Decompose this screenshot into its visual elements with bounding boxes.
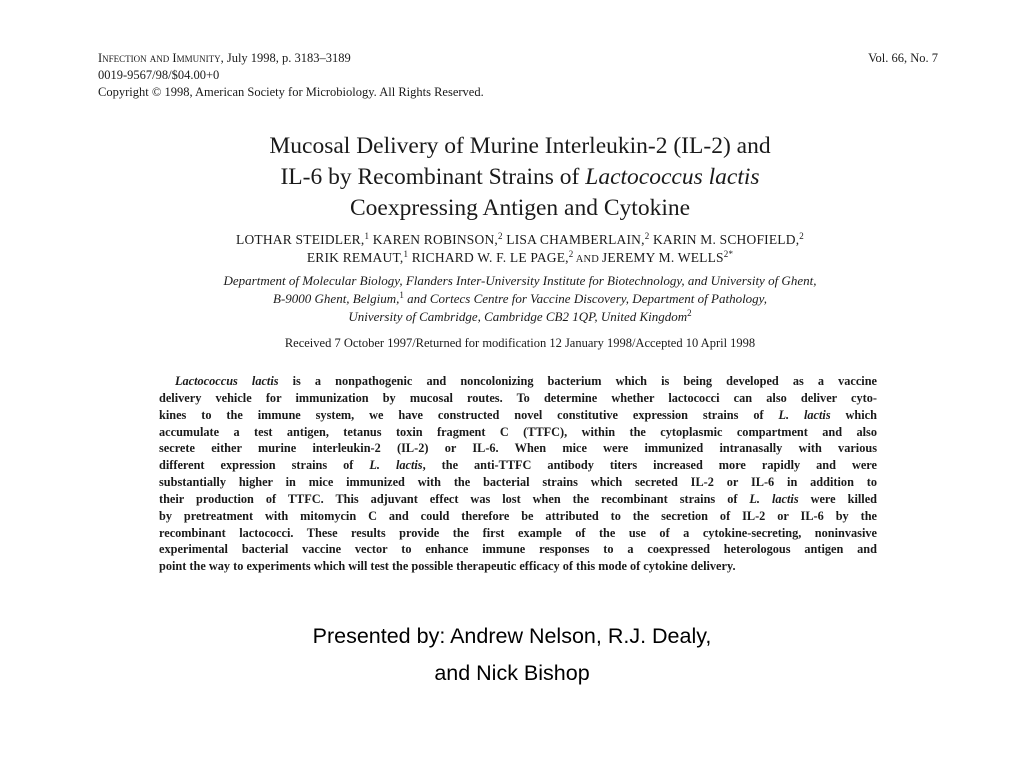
journal-header — [98, 50, 938, 101]
author-name: RICHARD W. F. LE PAGE, — [408, 250, 569, 265]
affiliation-line-3 — [140, 308, 900, 326]
author-list — [120, 231, 920, 269]
affiliation-line-1: Department of Molecular Biology, Flanders Inter-University Institute for Biotechnology, and University of Ghent, — [223, 273, 817, 288]
affiliation-mark: 2 — [687, 308, 692, 318]
abstract-line — [159, 373, 877, 390]
affiliation-text: University of Cambridge, Cambridge CB2 1QP, United Kingdom — [348, 309, 688, 324]
paper-title-line-1: Mucosal Delivery of Murine Interleukin-2 (IL-2) and — [269, 133, 771, 159]
journal-volume: Vol. 66, No. 7 — [868, 51, 938, 65]
author-line-2 — [120, 249, 920, 269]
abstract-text: were killed — [798, 491, 877, 506]
abstract — [159, 373, 877, 575]
affiliation-text: and Cortecs Centre for Vaccine Discovery, Department of Pathology, — [403, 291, 767, 306]
author-affiliation-mark: 2 — [644, 231, 650, 241]
presenters-line-2: and Nick Bishop — [434, 661, 590, 685]
abstract-text: kines to the immune system, we have constructed novel constitutive expression strains of — [159, 407, 779, 422]
affiliation-mark: 1 — [399, 290, 404, 300]
abstract-line: experimental bacterial vaccine vector to enhance immune responses to a coexpressed heterologous antigen and — [159, 542, 877, 557]
abstract-line: secrete either murine interleukin-2 (IL-2) or IL-6. When mice were immunized intranasally with various — [159, 441, 877, 456]
abstract-text: , the anti-TTFC antibody titers increased more rapidly and were — [422, 458, 877, 473]
author-line-1 — [120, 231, 920, 249]
affiliation-line-2 — [140, 290, 900, 308]
journal-copyright: Copyright © 1998, American Society for Microbiology. All Rights Reserved. — [98, 85, 484, 99]
abstract-line — [159, 457, 877, 474]
abstract-line: substantially higher in mice immunized with the bacterial strains which secreted IL-2 or IL-6 in addition to — [159, 475, 877, 490]
abstract-line — [159, 491, 877, 508]
author-name: LOTHAR STEIDLER, — [236, 232, 365, 247]
abstract-text: different expression strains of — [159, 458, 370, 473]
abstract-organism: L. lactis — [778, 407, 831, 422]
abstract-line: point the way to experiments which will test the possible therapeutic efficacy of this mode of cytokine delivery. — [159, 559, 736, 574]
abstract-text: is a nonpathogenic and noncolonizing bacterium which is being developed as a vaccine — [278, 374, 877, 388]
journal-citation — [98, 50, 351, 67]
affiliations — [140, 272, 900, 326]
author-affiliation-mark: 2 — [498, 231, 503, 241]
journal-citation-detail: , July 1998, p. 3183–3189 — [220, 51, 351, 65]
abstract-organism: L. lactis — [369, 458, 423, 473]
author-name: KAREN ROBINSON, — [369, 232, 498, 247]
abstract-line: delivery vehicle for immunization by mucosal routes. To determine whether lactococci can also deliver cyto- — [159, 390, 877, 405]
abstract-text: their production of TTFC. This adjuvant effect was lost when the recombinant strains of — [159, 491, 750, 506]
paper-title-organism: Lactococcus lactis — [585, 164, 760, 190]
author-affiliation-mark: 1 — [403, 249, 409, 259]
journal-name: Infection and Immunity — [98, 51, 221, 65]
affiliation-text: B-9000 Ghent, Belgium, — [273, 291, 400, 306]
author-name: LISA CHAMBERLAIN, — [502, 232, 645, 247]
journal-code: 0019-9567/98/$04.00+0 — [98, 68, 220, 82]
presenters — [200, 618, 824, 692]
author-affiliation-mark: 2 — [568, 249, 574, 259]
abstract-line: by pretreatment with mitomycin C and could therefore be attributed to the secretion of IL-2 or IL-6 by the — [159, 508, 877, 523]
abstract-organism: Lactococcus lactis — [175, 374, 279, 388]
journal-header-row-1 — [98, 50, 938, 67]
author-name: ERIK REMAUT, — [306, 250, 404, 265]
abstract-line: accumulate a test antigen, tetanus toxin fragment C (TTFC), within the cytoplasmic compartment and also — [159, 424, 877, 439]
author-affiliation-mark: 2 — [799, 231, 804, 241]
author-affiliation-mark: 2* — [723, 249, 734, 259]
author-conjunction: AND — [573, 254, 602, 265]
paper-title-line-2-prefix: IL-6 by Recombinant Strains of — [280, 164, 586, 190]
paper-title-line-2 — [150, 162, 890, 193]
paper-title — [150, 131, 890, 224]
presenters-line-1: Presented by: Andrew Nelson, R.J. Dealy, — [312, 624, 712, 648]
author-name: JEREMY M. WELLS — [601, 250, 724, 265]
abstract-organism: L. lactis — [749, 491, 799, 506]
author-affiliation-mark: 1 — [364, 231, 370, 241]
paper-title-line-3: Coexpressing Antigen and Cytokine — [349, 195, 691, 221]
received-dates: Received 7 October 1997/Returned for modification 12 January 1998/Accepted 10 April 1998 — [284, 336, 756, 350]
author-name: KARIN M. SCHOFIELD, — [649, 232, 800, 247]
abstract-text: which — [830, 407, 877, 422]
abstract-line — [159, 407, 877, 424]
abstract-line: recombinant lactococci. These results provide the first example of the use of a cytokine-secreting, noninvasive — [159, 525, 877, 540]
